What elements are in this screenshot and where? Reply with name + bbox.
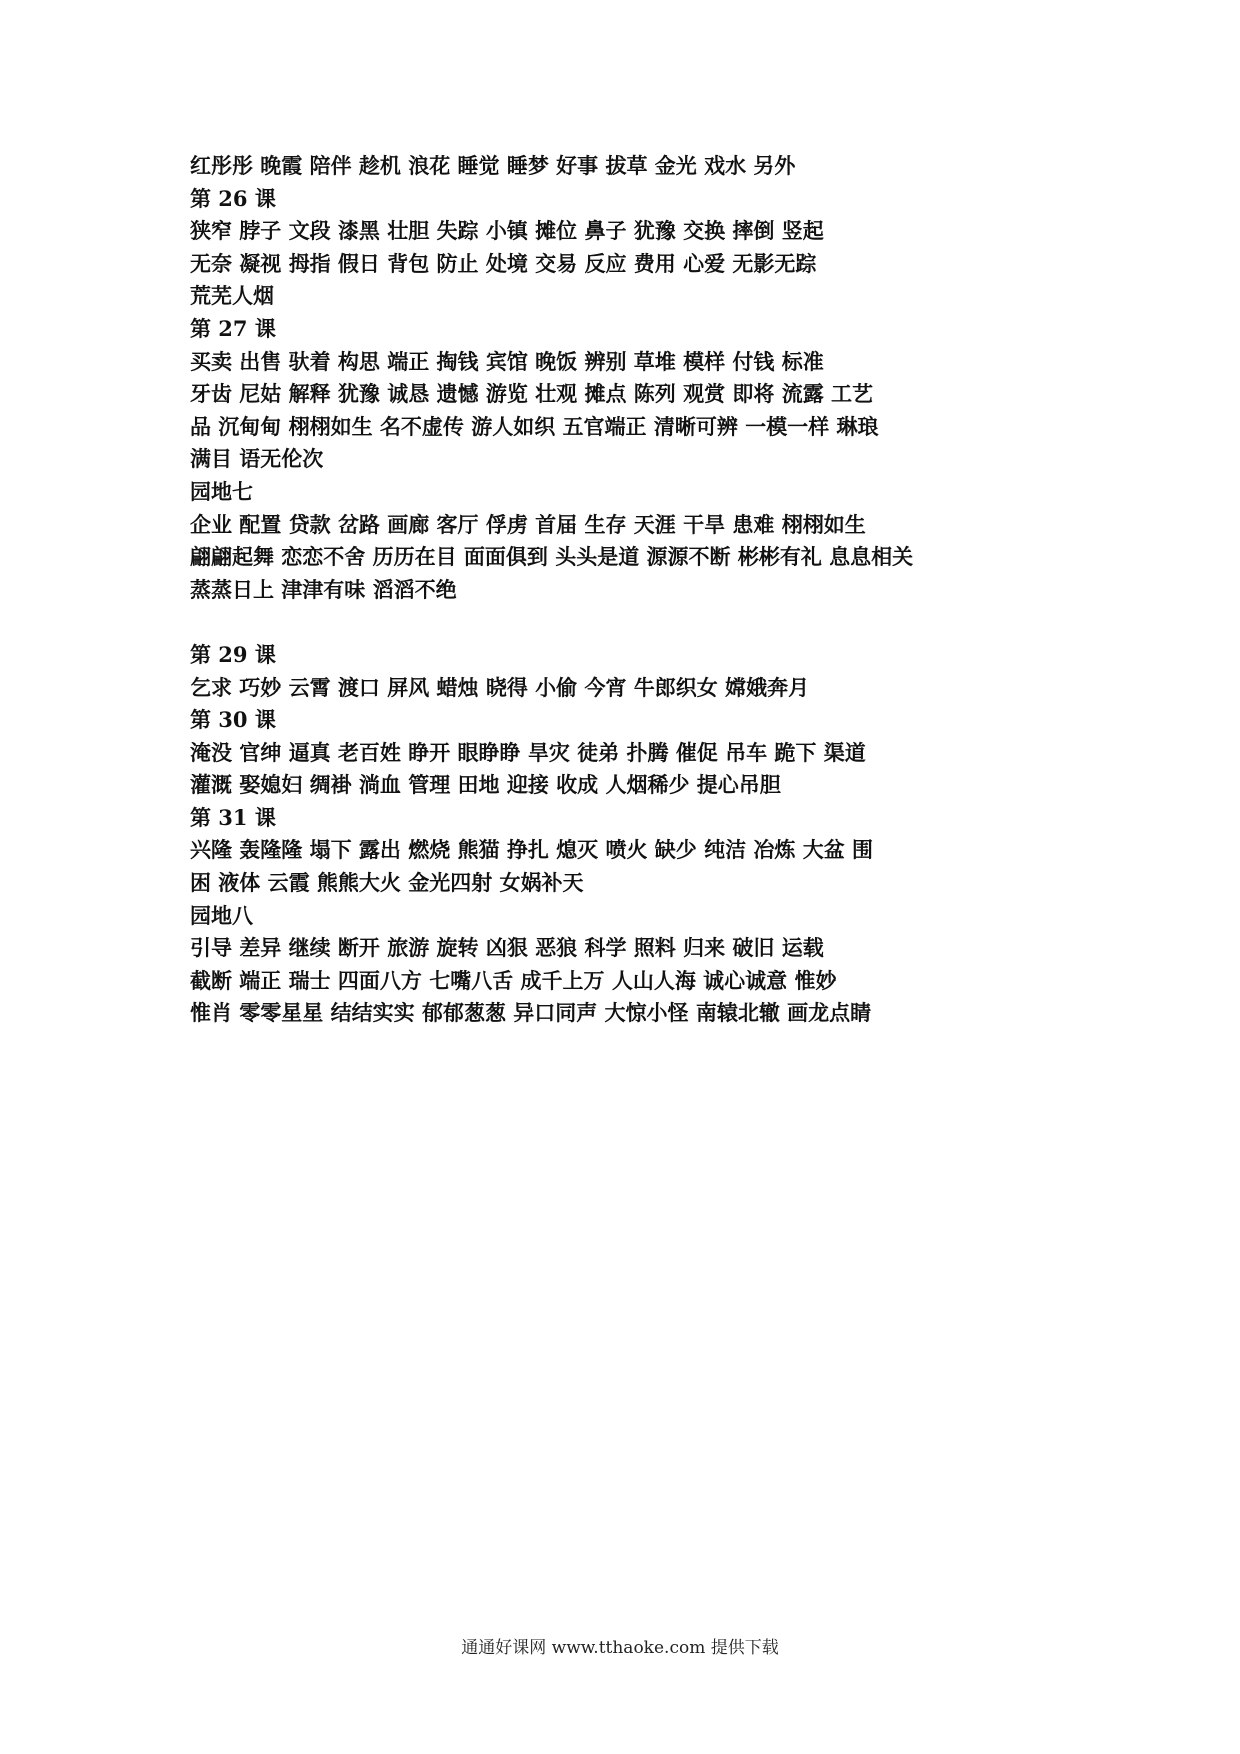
blank-line: [190, 606, 1070, 639]
lesson-heading: 第 29 课: [190, 641, 276, 667]
section-heading: 园地七: [190, 478, 253, 504]
word-line: 兴隆 轰隆隆 塌下 露出 燃烧 熊猫 挣扎 熄灭 喷火 缺少 纯洁 冶炼 大盆 围: [190, 837, 874, 863]
lesson-heading: 第 26 课: [190, 185, 276, 211]
word-line: 荒芜人烟: [190, 283, 274, 309]
word-line: 灌溉 娶媳妇 绸褂 淌血 管理 田地 迎接 收成 人烟稀少 提心吊胆: [190, 772, 781, 798]
word-line: 狭窄 脖子 文段 漆黑 壮胆 失踪 小镇 摊位 鼻子 犹豫 交换 摔倒 竖起: [190, 218, 824, 244]
word-line: 蒸蒸日上 津津有味 滔滔不绝: [190, 576, 457, 602]
word-line: 品 沉甸甸 栩栩如生 名不虚传 游人如织 五官端正 清晰可辨 一模一样 琳琅: [190, 413, 879, 439]
page-footer: 通通好课网 www.tthaoke.com 提供下载: [461, 1638, 779, 1658]
word-line: 淹没 官绅 逼真 老百姓 睁开 眼睁睁 旱灾 徒弟 扑腾 催促 吊车 跪下 渠道: [190, 739, 866, 765]
word-line: 企业 配置 贷款 岔路 画廊 客厅 俘虏 首届 生存 天涯 干旱 患难 栩栩如生: [190, 511, 866, 537]
word-line: 买卖 出售 驮着 构思 端正 掏钱 宾馆 晚饭 辨别 草堆 模样 付钱 标准: [190, 348, 824, 374]
word-line: 满目 语无伦次: [190, 446, 324, 472]
lesson-heading: 第 30 课: [190, 707, 276, 733]
word-line: 翩翩起舞 恋恋不舍 历历在目 面面俱到 头头是道 源源不断 彬彬有礼 息息相关: [190, 544, 914, 570]
word-line: 惟肖 零零星星 结结实实 郁郁葱葱 异口同声 大惊小怪 南辕北辙 画龙点睛: [190, 1000, 872, 1026]
lesson-heading: 第 31 课: [190, 804, 276, 830]
word-line: 引导 差异 继续 断开 旅游 旋转 凶狠 恶狼 科学 照料 归来 破旧 运载: [190, 935, 824, 961]
word-line: 截断 端正 瑞士 四面八方 七嘴八舌 成千上万 人山人海 诚心诚意 惟妙: [190, 967, 837, 993]
word-line: 困 液体 云霞 熊熊大火 金光四射 女娲补天: [190, 870, 584, 896]
word-line: 乞求 巧妙 云霄 渡口 屏风 蜡烛 晓得 小偷 今宵 牛郎织女 嫦娥奔月: [190, 674, 810, 700]
word-line: 红彤彤 晚霞 陪伴 趁机 浪花 睡觉 睡梦 好事 拔草 金光 戏水 另外: [190, 153, 796, 178]
word-line: 牙齿 尼姑 解释 犹豫 诚恳 遗憾 游览 壮观 摊点 陈列 观赏 即将 流露 工艺: [190, 381, 874, 407]
vocabulary-list: [190, 150, 1070, 1030]
lesson-heading: 第 27 课: [190, 315, 276, 341]
word-line: 无奈 凝视 拇指 假日 背包 防止 处境 交易 反应 费用 心爱 无影无踪: [190, 250, 817, 276]
section-heading: 园地八: [190, 902, 253, 928]
